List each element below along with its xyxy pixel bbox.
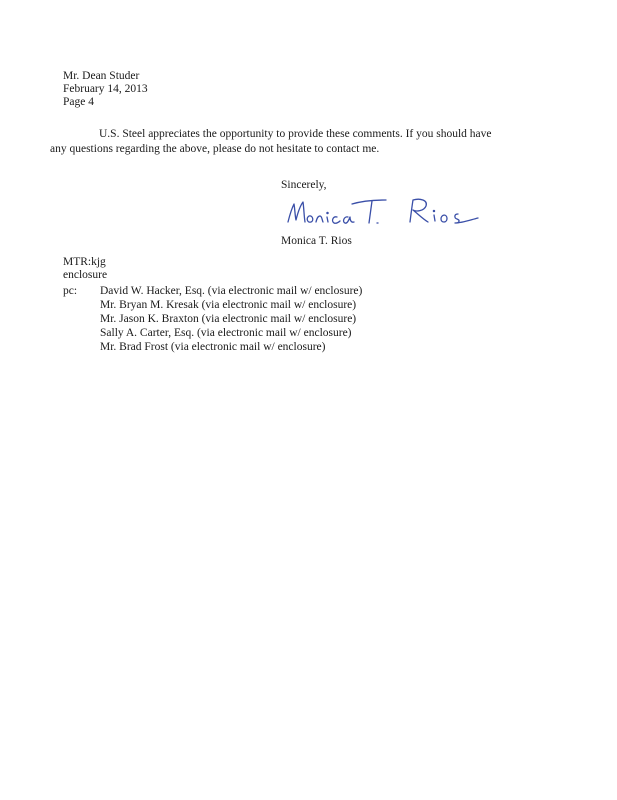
typist-initials: MTR:kjg bbox=[63, 256, 106, 268]
copy-list bbox=[63, 284, 362, 354]
enclosure-note: enclosure bbox=[63, 269, 108, 281]
copy-recipient: Mr. Brad Frost (via electronic mail w/ enclosure) bbox=[100, 341, 326, 353]
initials-block bbox=[63, 256, 107, 282]
letter-header bbox=[63, 70, 148, 109]
signer-name: Monica T. Rios bbox=[281, 235, 352, 247]
body-line-2: any questions regarding the above, please do not hesitate to contact me. bbox=[50, 143, 380, 155]
copy-label: pc: bbox=[63, 285, 78, 297]
copy-recipient: David W. Hacker, Esq. (via electronic mail w/ enclosure) bbox=[100, 285, 363, 297]
copy-list-row bbox=[63, 340, 362, 354]
copy-list-row bbox=[63, 312, 362, 326]
recipient-name: Mr. Dean Studer bbox=[63, 70, 140, 82]
letter-date: February 14, 2013 bbox=[63, 83, 148, 95]
body-paragraph bbox=[50, 127, 520, 157]
copy-recipient: Mr. Bryan M. Kresak (via electronic mail w/ enclosure) bbox=[100, 299, 357, 311]
copy-list-row bbox=[63, 298, 362, 312]
copy-list-row bbox=[63, 284, 362, 298]
signature-image bbox=[282, 190, 497, 230]
closing: Sincerely, bbox=[281, 179, 327, 191]
copy-recipient: Mr. Jason K. Braxton (via electronic mail w/ enclosure) bbox=[100, 313, 357, 325]
page-number: Page 4 bbox=[63, 96, 94, 108]
copy-recipient: Sally A. Carter, Esq. (via electronic mail w/ enclosure) bbox=[100, 327, 352, 339]
body-line-1: U.S. Steel appreciates the opportunity to provide these comments. If you should have bbox=[99, 128, 492, 140]
copy-list-row bbox=[63, 326, 362, 340]
